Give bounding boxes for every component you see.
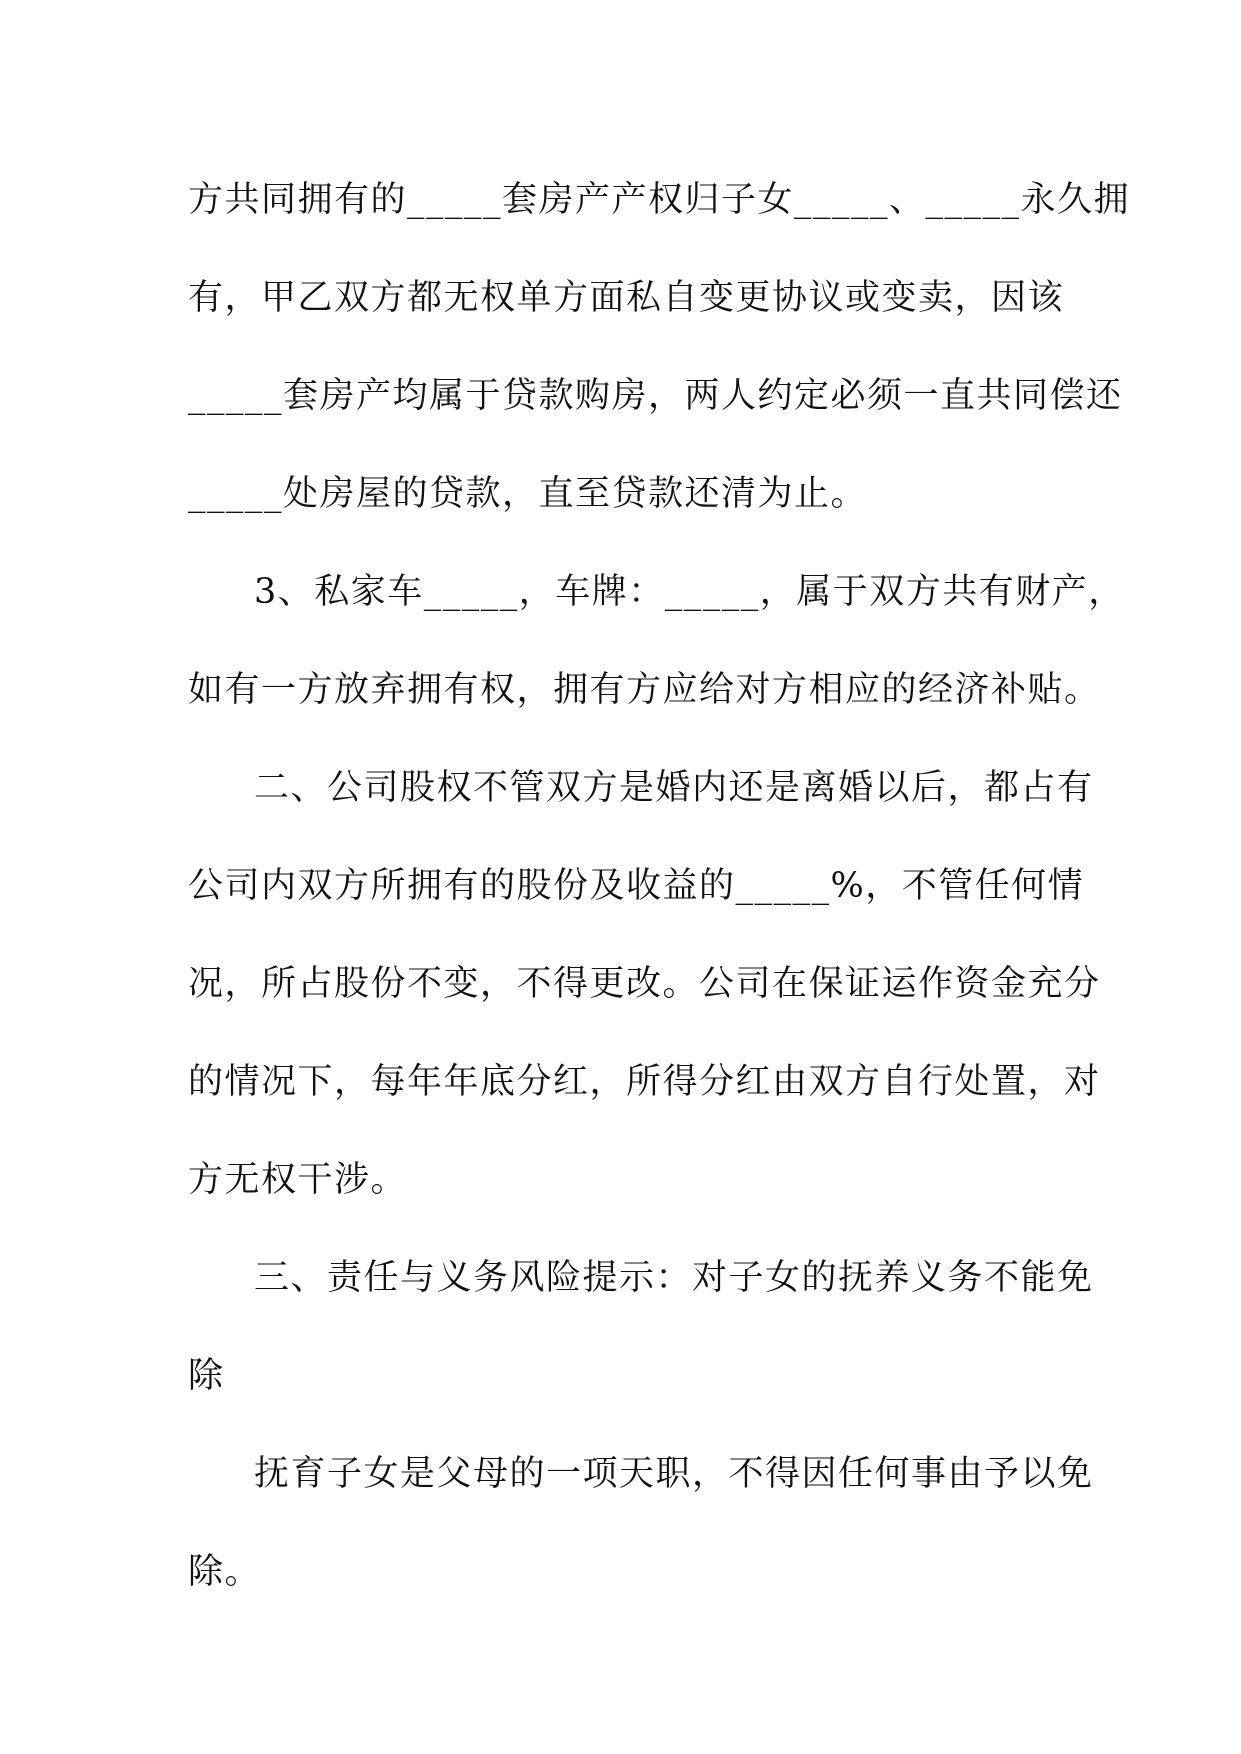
text-line: 有，甲乙双方都无权单方面私自变更协议或变卖，因该	[188, 278, 1065, 318]
text-line: 抚育子女是父母的一项天职，不得因任何事由予以免	[254, 1454, 1094, 1494]
text-line: 除。	[188, 1552, 262, 1592]
text-line: 除	[188, 1356, 225, 1396]
text-line: 二、公司股权不管双方是婚内还是离婚以后，都占有	[254, 768, 1094, 808]
text-line: 况，所占股份不变，不得更改。公司在保证运作资金充分	[188, 964, 1101, 1004]
text-line: 方无权干涉。	[188, 1160, 408, 1200]
text-line: _____处房屋的贷款，直至贷款还清为止。	[188, 474, 868, 514]
text-line: 如有一方放弃拥有权，拥有方应给对方相应的经济补贴。	[188, 670, 1101, 710]
text-line: 3、私家车_____，车牌：_____，属于双方共有财产，	[254, 572, 1125, 612]
text-line: 公司内双方所拥有的股份及收益的_____%，不管任何情	[188, 866, 1085, 906]
text-line: _____套房产均属于贷款购房，两人约定必须一直共同偿还	[188, 376, 1123, 416]
text-line: 的情况下，每年年底分红，所得分红由双方自行处置，对	[188, 1062, 1101, 1102]
text-line: 三、责任与义务风险提示：对子女的抚养义务不能免	[254, 1258, 1094, 1298]
text-line: 方共同拥有的_____套房产产权归子女_____、_____永久拥	[188, 180, 1131, 220]
